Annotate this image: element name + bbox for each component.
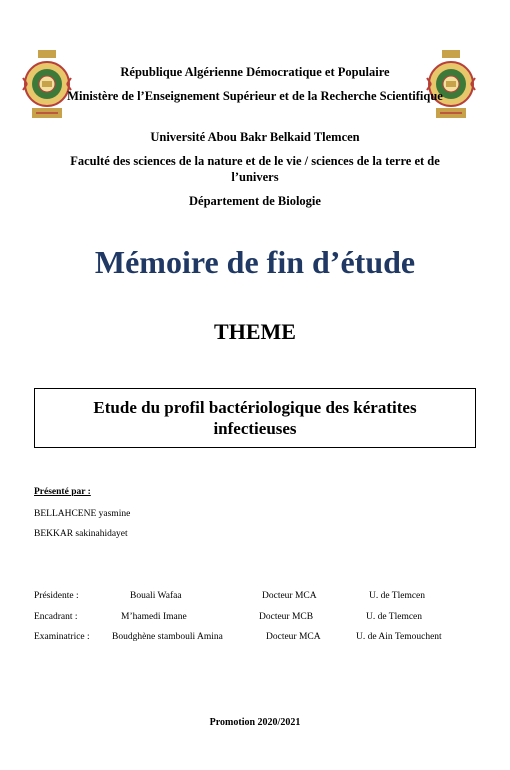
presented-by-label: Présenté par : bbox=[34, 487, 91, 497]
university-emblem-left bbox=[22, 48, 72, 124]
jury-name: M’hamedi Imane bbox=[121, 612, 187, 622]
department-line: Département de Biologie bbox=[189, 194, 321, 208]
jury-grade: Docteur MCA bbox=[262, 591, 317, 601]
jury-grade: Docteur MCB bbox=[259, 612, 314, 622]
jury-name: Bouali Wafaa bbox=[130, 591, 182, 601]
page-title: Mémoire de fin d’étude bbox=[94, 244, 416, 280]
jury-role: Examinatrice : bbox=[34, 632, 90, 642]
jury-institution: U. de Tlemcen bbox=[369, 591, 426, 601]
jury-name: Boudghène stambouli Amina bbox=[112, 632, 223, 642]
promotion-year: Promotion 2020/2021 bbox=[209, 717, 301, 728]
ministry-line: Ministère de l’Enseignement Supérieur et de la Recherche Scientifique bbox=[67, 89, 443, 103]
jury-grade: Docteur MCA bbox=[266, 632, 321, 642]
university-line: Université Abou Bakr Belkaid Tlemcen bbox=[150, 130, 360, 144]
university-emblem-right bbox=[426, 48, 476, 124]
subject-box bbox=[34, 388, 476, 448]
subject-title: Etude du profil bactériologique des kératites infectieuses bbox=[93, 398, 417, 438]
student-name: BEKKAR sakinahidayet bbox=[34, 529, 128, 539]
student-name: BELLAHCENE yasmine bbox=[34, 509, 131, 519]
jury-institution: U. de Tlemcen bbox=[366, 612, 423, 622]
theme-label: THEME bbox=[214, 319, 296, 344]
jury-institution: U. de Ain Temouchent bbox=[356, 632, 442, 642]
republic-line: République Algérienne Démocratique et Populaire bbox=[120, 65, 390, 79]
jury-role: Encadrant : bbox=[34, 612, 78, 622]
faculty-line: Faculté des sciences de la nature et de le vie / sciences de la terre et de l’univers bbox=[70, 154, 440, 184]
jury-role: Présidente : bbox=[34, 591, 79, 601]
